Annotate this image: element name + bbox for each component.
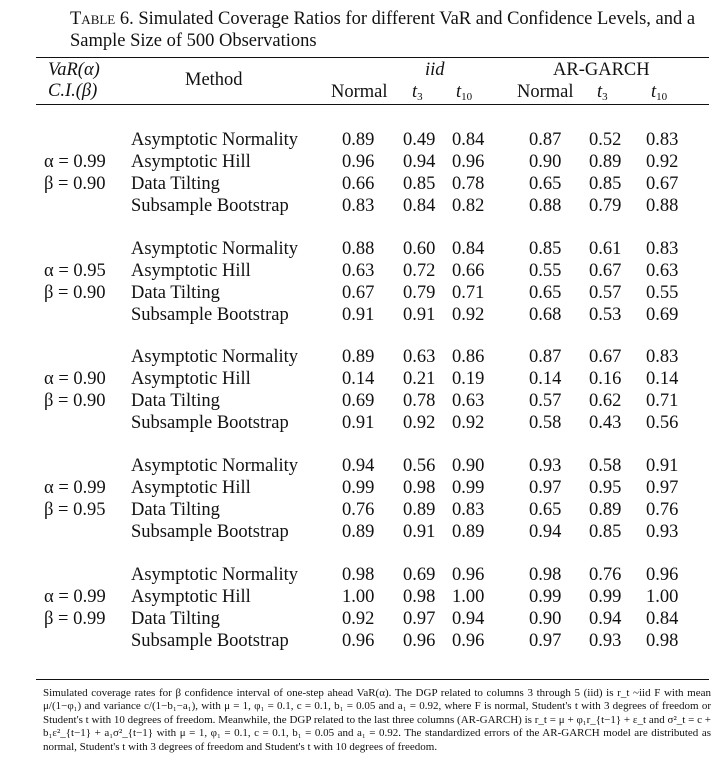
- table-cell-value: 0.52: [589, 130, 622, 150]
- table-cell-value: 0.90: [529, 152, 562, 172]
- table-cell-value: 0.94: [452, 609, 485, 629]
- table-cell-value: 0.55: [646, 283, 679, 303]
- header-col-iid-t10: [456, 82, 472, 103]
- table-row-method: Subsample Bootstrap: [131, 413, 289, 433]
- table-cell-value: 0.94: [342, 456, 375, 476]
- header-col-label: t: [597, 82, 603, 102]
- table-cell-value: 0.67: [589, 261, 622, 281]
- group-beta-label: β = 0.95: [44, 500, 106, 520]
- table-cell-value: 0.43: [589, 413, 622, 433]
- group-beta-label: β = 0.99: [44, 609, 106, 629]
- table-cell-value: 0.69: [646, 305, 679, 325]
- header-col-subscript: 3: [417, 91, 423, 103]
- table-cell-value: 0.89: [342, 522, 375, 542]
- table-row-method: Asymptotic Hill: [131, 152, 251, 172]
- table-cell-value: 0.89: [342, 130, 375, 150]
- table-cell-value: 0.60: [403, 239, 436, 259]
- table-cell-value: 0.98: [646, 631, 679, 651]
- table-cell-value: 0.83: [646, 130, 679, 150]
- table-row-method: Asymptotic Normality: [131, 130, 298, 150]
- header-var-alpha: VaR(α): [48, 60, 100, 80]
- table-row-method: Asymptotic Hill: [131, 587, 251, 607]
- table-row-method: Subsample Bootstrap: [131, 196, 289, 216]
- table-cell-value: 0.63: [452, 391, 485, 411]
- table-cell-value: 0.62: [589, 391, 622, 411]
- table-cell-value: 0.99: [342, 478, 375, 498]
- table-row-method: Asymptotic Hill: [131, 261, 251, 281]
- table-row-method: Asymptotic Normality: [131, 347, 298, 367]
- table-cell-value: 0.56: [403, 456, 436, 476]
- bottom-rule: [36, 679, 709, 680]
- table-cell-value: 0.85: [403, 174, 436, 194]
- table-cell-value: 0.88: [342, 239, 375, 259]
- table-cell-value: 0.76: [646, 500, 679, 520]
- header-col-subscript: 3: [602, 91, 608, 103]
- group-beta-label: β = 0.90: [44, 174, 106, 194]
- table-cell-value: 0.58: [529, 413, 562, 433]
- table-cell-value: 0.21: [403, 369, 436, 389]
- table-row-method: Data Tilting: [131, 500, 220, 520]
- table-cell-value: 0.91: [646, 456, 679, 476]
- table-cell-value: 0.57: [589, 283, 622, 303]
- table-cell-value: 0.83: [646, 347, 679, 367]
- header-group-argarch: AR-GARCH: [553, 60, 650, 80]
- table-cell-value: 0.19: [452, 369, 485, 389]
- table-row-method: Asymptotic Hill: [131, 478, 251, 498]
- table-cell-value: 0.72: [403, 261, 436, 281]
- table-cell-value: 0.96: [452, 631, 485, 651]
- table-cell-value: 0.84: [452, 130, 485, 150]
- table-cell-value: 0.96: [646, 565, 679, 585]
- table-cell-value: 0.53: [589, 305, 622, 325]
- table-row-method: Subsample Bootstrap: [131, 631, 289, 651]
- table-cell-value: 1.00: [342, 587, 375, 607]
- table-cell-value: 0.99: [529, 587, 562, 607]
- table-row-method: Asymptotic Normality: [131, 565, 298, 585]
- table-cell-value: 0.85: [589, 522, 622, 542]
- header-group-iid: iid: [425, 60, 445, 80]
- table-row-method: Subsample Bootstrap: [131, 522, 289, 542]
- group-alpha-label: α = 0.99: [44, 587, 106, 607]
- table-cell-value: 0.14: [342, 369, 375, 389]
- table-cell-value: 0.78: [452, 174, 485, 194]
- table-cell-value: 0.65: [529, 174, 562, 194]
- table-cell-value: 0.85: [529, 239, 562, 259]
- table-cell-value: 0.93: [529, 456, 562, 476]
- table-title: Simulated Coverage Ratios for different VaR and Confidence Levels, and a Sample Size of 500 Observations: [70, 9, 696, 51]
- group-alpha-label: α = 0.95: [44, 261, 106, 281]
- table-cell-value: 0.84: [403, 196, 436, 216]
- table-row-method: Asymptotic Normality: [131, 456, 298, 476]
- group-alpha-label: α = 0.99: [44, 478, 106, 498]
- header-col-iid-normal: Normal: [331, 82, 388, 102]
- table-cell-value: 0.93: [589, 631, 622, 651]
- table-row-method: Data Tilting: [131, 391, 220, 411]
- table-cell-value: 0.96: [452, 152, 485, 172]
- table-cell-value: 0.89: [589, 152, 622, 172]
- top-rule: [36, 57, 709, 58]
- table-cell-value: 0.94: [589, 609, 622, 629]
- table-cell-value: 0.91: [403, 305, 436, 325]
- table-cell-value: 0.71: [646, 391, 679, 411]
- table-cell-value: 0.91: [403, 522, 436, 542]
- header-rule: [36, 104, 709, 105]
- table-cell-value: 0.84: [646, 609, 679, 629]
- table-cell-value: 0.79: [589, 196, 622, 216]
- table-cell-value: 0.56: [646, 413, 679, 433]
- table-cell-value: 0.92: [646, 152, 679, 172]
- header-col-subscript: 10: [656, 91, 668, 103]
- table-cell-value: 0.67: [342, 283, 375, 303]
- table-cell-value: 0.96: [342, 631, 375, 651]
- table-cell-value: 0.97: [403, 609, 436, 629]
- table-cell-value: 0.78: [403, 391, 436, 411]
- table-cell-value: 0.83: [646, 239, 679, 259]
- table-cell-value: 0.91: [342, 413, 375, 433]
- table-cell-value: 1.00: [646, 587, 679, 607]
- table-cell-value: 0.97: [646, 478, 679, 498]
- table-cell-value: 0.63: [403, 347, 436, 367]
- table-cell-value: 0.97: [529, 478, 562, 498]
- header-col-label: t: [651, 82, 657, 102]
- table-cell-value: 0.92: [403, 413, 436, 433]
- header-col-subscript: 10: [461, 91, 473, 103]
- table-footnote: Simulated coverage rates for β confidence interval of one-step ahead VaR(α). The DGP related to columns 3 through 5 (iid) is r_t ~iid F with mean μ/(1−φ₁) and variance c/(1−b₁−a₁), with μ = 1, φ₁ = 0.1, c = 0.1, b₁ = 0.05 and a₁ = 0.92, where F is normal, Student's t with 3 degrees of freedom or Student's t with 10 degrees of freedom. Meanwhile, the DGP related to the last three columns (AR-GARCH) is r_t = μ + φ₁r_{t−1} + ε_t and σ²_t = c + b₁ε²_{t−1} + a₁σ²_{t−1} with μ = 1, φ₁ = 0.1, c = 0.1, b₁ = 0.05 and a₁ = 0.92. The standardized errors of the AR-GARCH model are distributed as normal, Student's t with 3 degrees of freedom and Student's t with 10 degrees of freedom.: [43, 687, 711, 753]
- table-cell-value: 0.71: [452, 283, 485, 303]
- table-cell-value: 0.92: [452, 305, 485, 325]
- table-row-method: Asymptotic Normality: [131, 239, 298, 259]
- table-cell-value: 0.57: [529, 391, 562, 411]
- table-row-method: Data Tilting: [131, 174, 220, 194]
- table-row-method: Data Tilting: [131, 609, 220, 629]
- table-cell-value: 0.88: [529, 196, 562, 216]
- table-cell-value: 0.69: [403, 565, 436, 585]
- table-cell-value: 0.89: [403, 500, 436, 520]
- header-method: Method: [185, 70, 243, 90]
- table-cell-value: 0.98: [342, 565, 375, 585]
- table-cell-value: 0.96: [452, 565, 485, 585]
- table-cell-value: 0.67: [646, 174, 679, 194]
- table-cell-value: 0.14: [529, 369, 562, 389]
- table-cell-value: 0.58: [589, 456, 622, 476]
- table-cell-value: 0.90: [452, 456, 485, 476]
- group-alpha-label: α = 0.99: [44, 152, 106, 172]
- table-cell-value: 0.14: [646, 369, 679, 389]
- header-col-ar-t3: [597, 82, 608, 103]
- table-cell-value: 0.84: [452, 239, 485, 259]
- table-cell-value: 0.94: [529, 522, 562, 542]
- table-cell-value: 0.89: [342, 347, 375, 367]
- table-cell-value: 0.69: [342, 391, 375, 411]
- table-cell-value: 0.90: [529, 609, 562, 629]
- table-cell-value: 0.89: [589, 500, 622, 520]
- table-cell-value: 0.86: [452, 347, 485, 367]
- table-cell-value: 0.83: [342, 196, 375, 216]
- table-cell-value: 0.49: [403, 130, 436, 150]
- table-cell-value: 0.95: [589, 478, 622, 498]
- table-row-method: Asymptotic Hill: [131, 369, 251, 389]
- group-alpha-label: α = 0.90: [44, 369, 106, 389]
- table-cell-value: 0.68: [529, 305, 562, 325]
- table-cell-value: 0.87: [529, 347, 562, 367]
- table-cell-value: 0.67: [589, 347, 622, 367]
- table-cell-value: 0.55: [529, 261, 562, 281]
- table-cell-value: 0.94: [403, 152, 436, 172]
- table-cell-value: 0.63: [342, 261, 375, 281]
- header-ci-beta: C.I.(β): [48, 81, 98, 101]
- table-cell-value: 0.99: [452, 478, 485, 498]
- table-cell-value: 0.61: [589, 239, 622, 259]
- table-cell-value: 0.16: [589, 369, 622, 389]
- header-col-iid-t3: [412, 82, 423, 103]
- table-caption: [70, 8, 720, 52]
- table-cell-value: 0.87: [529, 130, 562, 150]
- header-col-ar-t10: [651, 82, 667, 103]
- table-cell-value: 0.85: [589, 174, 622, 194]
- table-cell-value: 0.93: [646, 522, 679, 542]
- table-cell-value: 0.92: [452, 413, 485, 433]
- table-cell-value: 0.66: [342, 174, 375, 194]
- table-cell-value: 0.76: [589, 565, 622, 585]
- table-cell-value: 0.98: [403, 478, 436, 498]
- table-row-method: Subsample Bootstrap: [131, 305, 289, 325]
- table-cell-value: 0.65: [529, 283, 562, 303]
- table-cell-value: 0.63: [646, 261, 679, 281]
- header-col-label: t: [412, 82, 418, 102]
- table-cell-value: 1.00: [452, 587, 485, 607]
- table-cell-value: 0.89: [452, 522, 485, 542]
- table-cell-value: 0.82: [452, 196, 485, 216]
- header-col-ar-normal: Normal: [517, 82, 574, 102]
- table-cell-value: 0.65: [529, 500, 562, 520]
- table-cell-value: 0.98: [529, 565, 562, 585]
- table-cell-value: 0.92: [342, 609, 375, 629]
- table-cell-value: 0.98: [403, 587, 436, 607]
- table-cell-value: 0.83: [452, 500, 485, 520]
- table-cell-value: 0.88: [646, 196, 679, 216]
- header-col-label: t: [456, 82, 462, 102]
- group-beta-label: β = 0.90: [44, 391, 106, 411]
- table-cell-value: 0.97: [529, 631, 562, 651]
- table-row-method: Data Tilting: [131, 283, 220, 303]
- table-cell-value: 0.91: [342, 305, 375, 325]
- table-cell-value: 0.66: [452, 261, 485, 281]
- table-label: Table 6.: [70, 9, 134, 29]
- table-cell-value: 0.79: [403, 283, 436, 303]
- group-beta-label: β = 0.90: [44, 283, 106, 303]
- table-cell-value: 0.96: [403, 631, 436, 651]
- table-cell-value: 0.99: [589, 587, 622, 607]
- table-cell-value: 0.76: [342, 500, 375, 520]
- table-cell-value: 0.96: [342, 152, 375, 172]
